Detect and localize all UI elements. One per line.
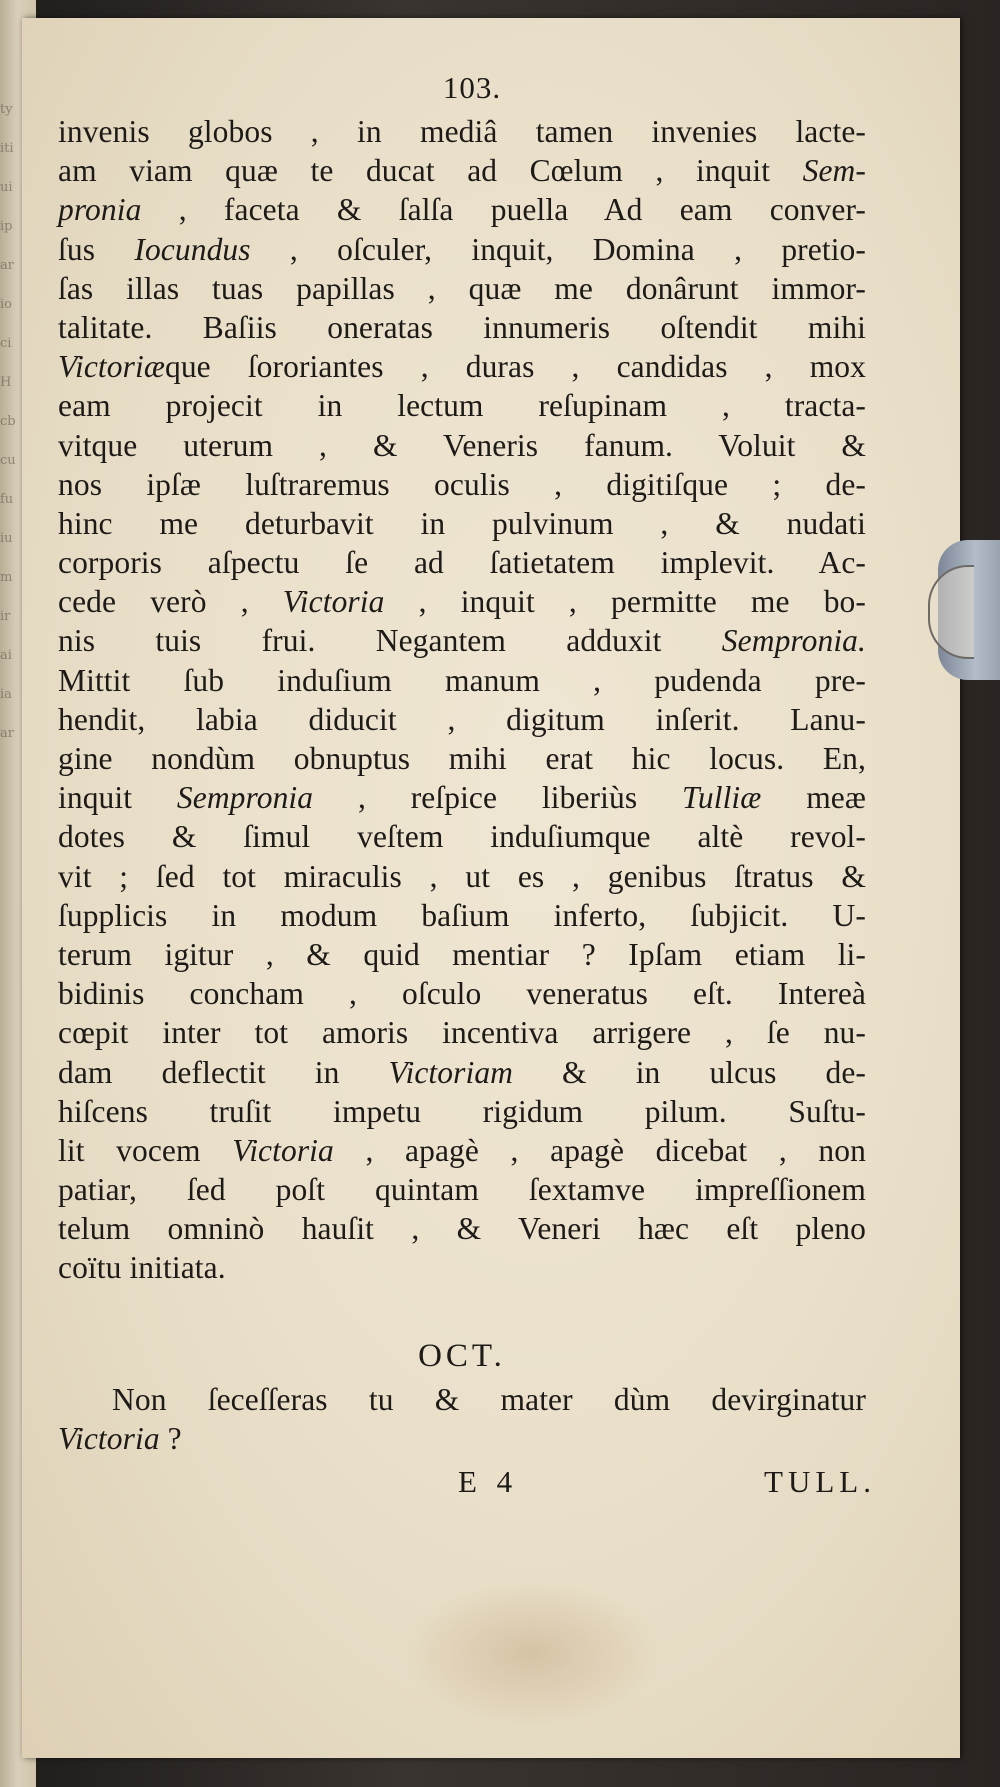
- text-run: dotes & ſimul veſtem induſiumque altè revol-: [58, 819, 866, 855]
- text-run: cede verò ,: [58, 584, 283, 620]
- text-line: [58, 1170, 866, 1209]
- text-run: telum omninò hauſit , & Veneri hæc eſt pleno: [58, 1211, 866, 1247]
- text-line: [58, 269, 866, 308]
- text-line: [58, 700, 866, 739]
- italic-name: Victoriæ: [58, 349, 165, 385]
- text-line: [58, 582, 866, 621]
- text-run: hendit, labia diducit , digitum inſerit. Lanu-: [58, 701, 866, 737]
- page-footer: [58, 1464, 876, 1514]
- text-run: ſupplicis in modum baſium inferto, ſubjicit. U-: [58, 897, 866, 933]
- main-paragraph: [58, 112, 866, 1288]
- text-line: [58, 661, 866, 700]
- text-line: [58, 1092, 866, 1131]
- text-run: corporis aſpectu ſe ad ſatietatem implevit. Ac-: [58, 545, 866, 581]
- text-line: [58, 543, 866, 582]
- text-run: hiſcens truſit impetu rigidum pilum. Suſtu-: [58, 1093, 866, 1129]
- text-run: vitque uterum , & Veneris fanum. Voluit &: [58, 427, 866, 463]
- text-run: am viam quæ te ducat ad Cœlum , inquit: [58, 153, 803, 189]
- text-run: cœpit inter tot amoris incentiva arrigere , ſe nu-: [58, 1015, 866, 1051]
- text-run: ſas illas tuas papillas , quæ me donârunt immor-: [58, 270, 866, 306]
- text-line: [58, 1248, 866, 1287]
- italic-name: Tulliæ: [681, 780, 762, 816]
- text-run: ſus: [58, 231, 135, 267]
- italic-name: Victoria: [232, 1132, 334, 1168]
- text-line: [58, 151, 866, 190]
- text-line: [58, 504, 866, 543]
- speaker-label: OCT.: [418, 1337, 506, 1374]
- text-run: nos ipſæ luſtraremus oculis , digitiſque ; de-: [58, 466, 866, 502]
- text-line: [58, 857, 866, 896]
- text-run: hinc me deturbavit in pulvinum , & nudati: [58, 505, 866, 541]
- text-run: invenis globos , in mediâ tamen invenies lacte-: [58, 114, 866, 149]
- text-line: [58, 1053, 866, 1092]
- text-line: [58, 426, 866, 465]
- signature-mark: E 4: [458, 1464, 519, 1499]
- speaker-line: [58, 1380, 866, 1458]
- text-line: [58, 1131, 866, 1170]
- text-line: [58, 1380, 866, 1419]
- text-line: [58, 386, 866, 425]
- italic-name: Victoria: [58, 1420, 160, 1456]
- text-run: , inquit , permitte me bo-: [384, 584, 866, 620]
- text-run: terum igitur , & quid mentiar ? Ipſam etiam li-: [58, 936, 866, 972]
- text-run: meæ: [761, 780, 866, 816]
- italic-name: Sempronia: [176, 780, 314, 816]
- page-text: [58, 64, 876, 1514]
- text-run: , oſculer, inquit, Domina , pretio-: [250, 231, 866, 267]
- text-run: nis tuis frui. Negantem adduxit: [58, 623, 722, 659]
- text-run: talitate. Baſiis oneratas innumeris oſtendit mihi: [58, 309, 866, 345]
- text-line: [58, 935, 866, 974]
- text-run: gine nondùm obnuptus mihi erat hic locus. En,: [58, 741, 866, 776]
- italic-name: Victoria: [282, 584, 385, 620]
- italic-name: Sem-: [802, 153, 866, 189]
- text-line: [58, 974, 866, 1013]
- text-line: [58, 778, 866, 817]
- text-run: lit vocem: [58, 1132, 233, 1168]
- text-line: [58, 896, 866, 935]
- text-run: , apagè , apagè dicebat , non: [333, 1132, 866, 1168]
- page-number: 103.: [442, 70, 502, 105]
- text-run: Mittit ſub induſium manum , pudenda pre-: [58, 662, 866, 698]
- text-line: [58, 347, 866, 386]
- catchword: TULL.: [764, 1464, 876, 1499]
- text-run: bidinis concham , oſculo veneratus eſt. Intereà: [58, 976, 866, 1012]
- text-run: vit ; ſed tot miraculis , ut es , genibus ſtratus &: [58, 858, 866, 894]
- italic-name: Sempronia.: [721, 623, 866, 659]
- text-run: inquit: [58, 780, 177, 816]
- text-line: [58, 112, 866, 151]
- text-run: que ſororiantes , duras , candidas , mox: [164, 349, 866, 385]
- text-line: [58, 308, 866, 347]
- bleed-through-margin: ty iti ui ip ar io ci H cb cu fu iu m ir ai ia ar: [0, 102, 16, 741]
- text-run: Non ſeceſſeras tu & mater dùm devirginatur: [112, 1381, 866, 1417]
- text-run: coïtu initiata.: [58, 1250, 226, 1286]
- text-run: , faceta & ſalſa puella Ad eam conver-: [141, 192, 866, 228]
- text-line: [58, 1013, 866, 1052]
- text-line: [58, 621, 866, 660]
- italic-name: pronia: [58, 192, 142, 228]
- text-run: patiar, ſed poſt quintam ſextamve impreſſionem: [58, 1172, 866, 1208]
- text-run: dam deflectit in: [58, 1054, 389, 1090]
- text-line: [58, 1419, 866, 1458]
- italic-name: Victoriam: [388, 1054, 514, 1090]
- text-line: [58, 817, 866, 856]
- italic-name: Iocundus: [134, 231, 251, 267]
- text-line: [58, 230, 866, 269]
- text-run: ?: [159, 1420, 182, 1456]
- book-page: [22, 18, 960, 1758]
- text-line: [58, 190, 866, 229]
- text-line: [58, 739, 866, 778]
- text-line: [58, 465, 866, 504]
- text-run: eam projecit in lectum reſupinam , tracta-: [58, 388, 866, 424]
- text-line: [58, 1209, 866, 1248]
- text-run: & in ulcus de-: [513, 1054, 867, 1090]
- text-run: , reſpice liberiùs: [313, 780, 682, 816]
